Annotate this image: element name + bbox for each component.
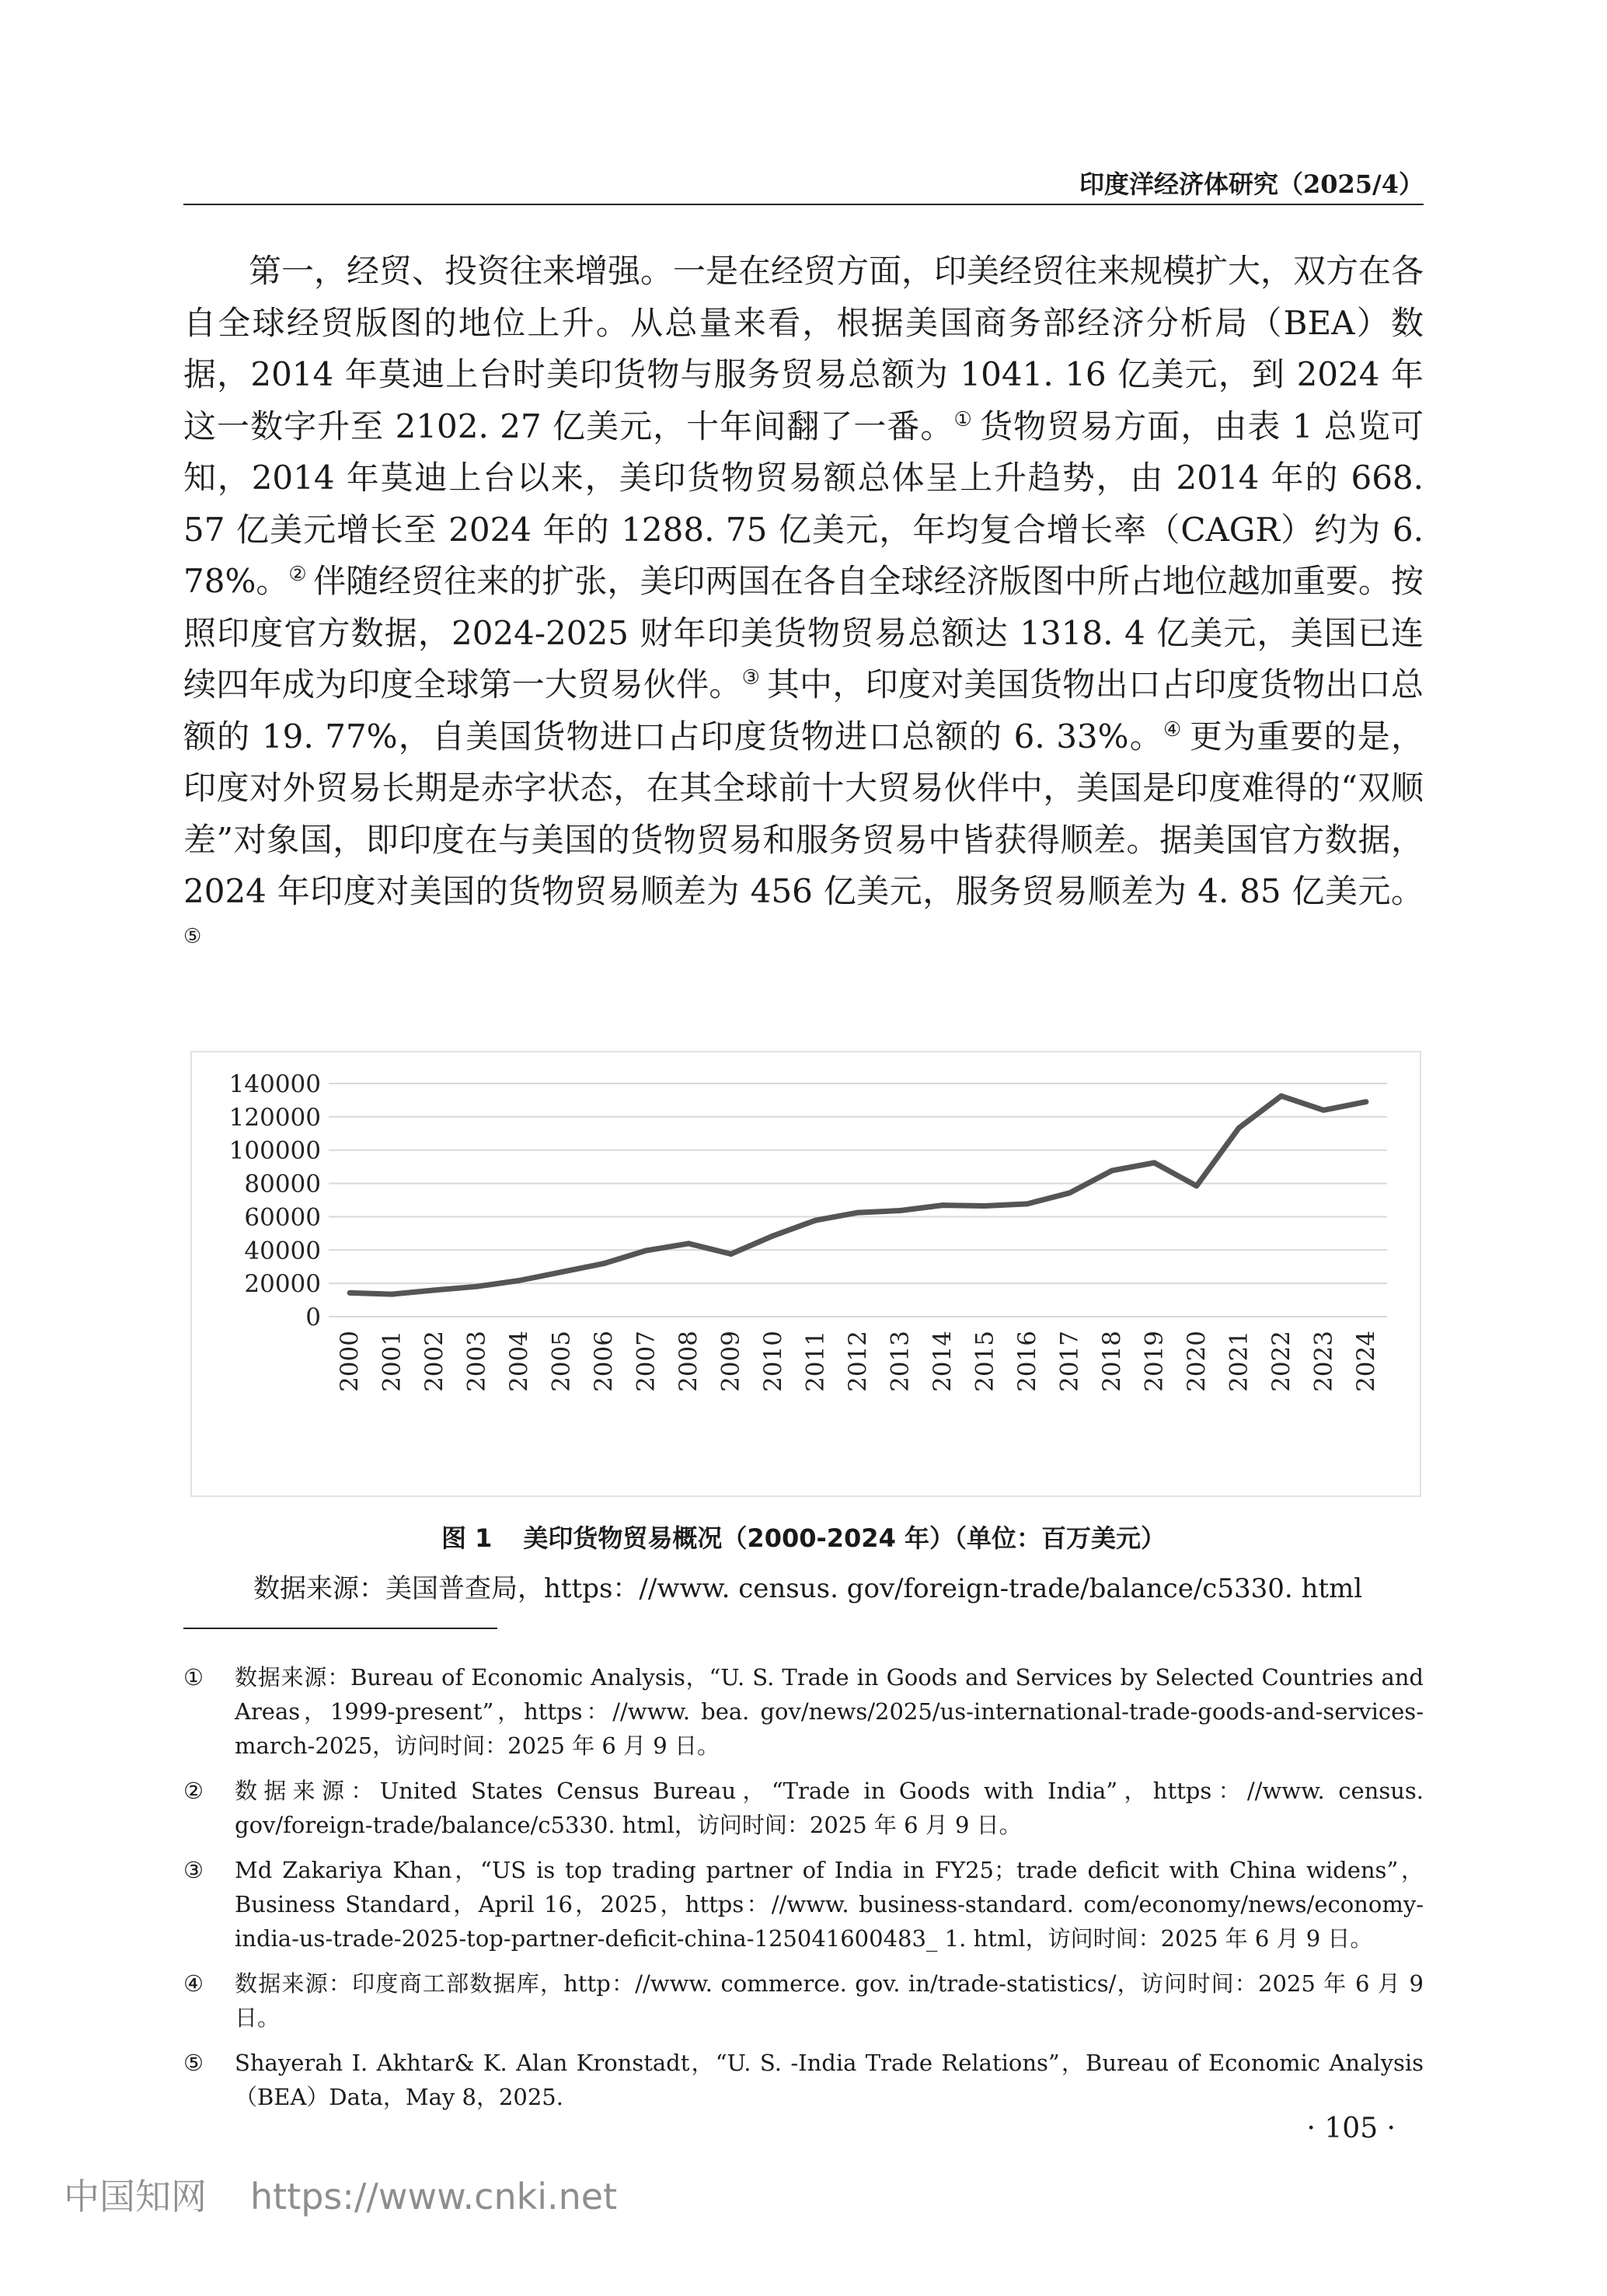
x-tick-label: 2007 xyxy=(632,1331,661,1392)
figure-title: 美印货物贸易概况（2000-2024 年）（单位：百万美元） xyxy=(523,1523,1166,1553)
data-point xyxy=(1067,1190,1072,1195)
x-tick-label: 2005 xyxy=(547,1331,576,1392)
data-point xyxy=(559,1269,564,1275)
footnote xyxy=(183,1774,1424,1842)
footnote-ref[interactable]: ③ xyxy=(741,666,767,689)
data-point xyxy=(1024,1201,1030,1206)
y-tick-label: 80000 xyxy=(244,1170,321,1199)
footnote-mark: ① xyxy=(183,1664,204,1691)
y-tick-label: 60000 xyxy=(244,1203,321,1232)
footnote xyxy=(183,1660,1424,1763)
page-number: · 105 · xyxy=(1306,2113,1396,2144)
x-tick-label: 2006 xyxy=(590,1331,619,1392)
y-tick-label: 100000 xyxy=(228,1136,321,1165)
footnote-ref[interactable]: ④ xyxy=(1163,717,1190,741)
x-tick-label: 2019 xyxy=(1140,1331,1169,1392)
x-tick-label: 2020 xyxy=(1182,1331,1211,1392)
x-tick-label: 2018 xyxy=(1097,1331,1126,1392)
body-text-part: 货物贸易方面，由表 1 总览可知，2014 年莫迪上台以来，美印货物贸易额总体呈上升趋势，由 2014 年的 668. 57 亿美元增长至 2024 年的 1288. 75 亿美元，年均复合增长率（CAGR）约为 6. 78%。 xyxy=(183,407,1424,600)
footnote-text: 数据来源：印度商工部数据库，http：//www. commerce. gov. in/trade-statistics/，访问时间：2025 年 6 月 9 日。 xyxy=(235,1970,1424,2031)
x-tick-label: 2022 xyxy=(1267,1331,1295,1392)
data-point xyxy=(432,1287,437,1293)
x-tick-label: 2013 xyxy=(886,1331,915,1392)
x-tick-label: 2004 xyxy=(505,1331,534,1392)
chart-frame xyxy=(190,1051,1421,1497)
data-point xyxy=(771,1233,776,1238)
data-point xyxy=(601,1261,607,1266)
x-tick-label: 2000 xyxy=(336,1331,364,1392)
data-point xyxy=(517,1278,522,1283)
data-point xyxy=(1278,1094,1284,1099)
watermark-brand: 中国知网 xyxy=(64,2176,207,2217)
figure-source: 数据来源：美国普查局，https：//www. census. gov/foreign-trade/balance/c5330. html xyxy=(253,1573,1363,1604)
data-point xyxy=(643,1247,649,1253)
x-tick-label: 2014 xyxy=(928,1331,957,1392)
figure-number: 图 1 xyxy=(441,1523,493,1553)
x-tick-label: 2023 xyxy=(1309,1331,1338,1392)
footnote xyxy=(183,1853,1424,1956)
footnote-mark: ③ xyxy=(183,1857,204,1883)
x-tick-label: 2011 xyxy=(801,1331,830,1392)
data-point xyxy=(898,1208,903,1213)
data-point xyxy=(939,1202,945,1208)
data-point xyxy=(1194,1183,1199,1188)
y-tick-label: 120000 xyxy=(228,1103,321,1132)
footnotes xyxy=(183,1660,1424,2125)
footnote-mark: ② xyxy=(183,1778,204,1804)
body-text-part: 第一，经贸、投资往来增强。一是在经贸方面，印美经贸往来规模扩大，双方在各自全球经贸版图的地位上升。从总量来看，根据美国商务部经济分析局（BEA）数据，2014 年莫迪上台时美印货物与服务贸易总额为 1041. 16 亿美元，到 2024 年这一数字升至 2102. 27 亿美元，十年间翻了一番。 xyxy=(183,252,1424,445)
series-line xyxy=(350,1096,1366,1294)
x-tick-label: 2021 xyxy=(1225,1331,1253,1392)
x-tick-label: 2009 xyxy=(716,1331,745,1392)
data-point xyxy=(1321,1108,1326,1113)
figure-caption xyxy=(0,1519,1607,1555)
data-point xyxy=(856,1210,861,1216)
footnote-rule xyxy=(183,1628,497,1629)
data-point xyxy=(1152,1160,1157,1166)
line-chart xyxy=(192,1052,1420,1495)
running-header: 印度洋经济体研究（2025/4） xyxy=(1079,169,1424,199)
footnote-ref[interactable]: ① xyxy=(953,407,981,431)
x-tick-label: 2010 xyxy=(759,1331,788,1392)
footnote xyxy=(183,1966,1424,2035)
y-tick-label: 20000 xyxy=(244,1270,321,1299)
x-tick-label: 2015 xyxy=(971,1331,999,1392)
data-point xyxy=(813,1218,818,1223)
x-tick-label: 2002 xyxy=(420,1331,449,1392)
footnote-mark: ④ xyxy=(183,1970,204,1997)
footnote-ref[interactable]: ② xyxy=(288,563,314,586)
x-tick-label: 2024 xyxy=(1351,1331,1380,1392)
x-tick-label: 2008 xyxy=(675,1331,703,1392)
data-point xyxy=(474,1284,479,1289)
data-point xyxy=(728,1251,734,1257)
data-point xyxy=(1363,1099,1368,1104)
footnote-text: Shayerah I. Akhtar& K. Alan Kronstadt，“U. S. -India Trade Relations”，Bureau of Economic Analysis（BEA）Data，May 8，2025. xyxy=(235,2050,1424,2110)
body-paragraph xyxy=(183,246,1424,969)
footnote-ref[interactable]: ⑤ xyxy=(183,924,202,948)
data-point xyxy=(686,1240,692,1246)
data-point xyxy=(982,1203,988,1209)
footnote-text: Md Zakariya Khan，“US is top trading partner of India in FY25；trade deficit with China widens”，Business Standard，April 16，2025，https：//www. business-standard. com/economy/news/economy-india-us-trade-2025-top-partner-deficit-china-125041600483_ 1. html，访问时间：2025 年 6 月 9 日。 xyxy=(235,1857,1424,1952)
data-point xyxy=(347,1290,353,1296)
footnote xyxy=(183,2046,1424,2114)
watermark xyxy=(64,2169,617,2220)
x-tick-label: 2017 xyxy=(1055,1331,1084,1392)
footnote-mark: ⑤ xyxy=(183,2050,204,2076)
x-tick-label: 2001 xyxy=(378,1331,406,1392)
data-point xyxy=(1236,1125,1242,1131)
x-tick-label: 2012 xyxy=(844,1331,872,1392)
header-rule xyxy=(183,204,1424,205)
footnote-text: 数据来源：United States Census Bureau，“Trade in Goods with India”，https：//www. census. gov/foreign-trade/balance/c5330. html，访问时间：2025 年 6 月 9 日。 xyxy=(235,1778,1424,1838)
data-point xyxy=(1109,1168,1114,1174)
body-text xyxy=(183,246,1424,969)
y-tick-label: 40000 xyxy=(244,1237,321,1265)
data-point xyxy=(389,1292,395,1297)
y-tick-label: 0 xyxy=(305,1303,321,1331)
x-tick-label: 2016 xyxy=(1013,1331,1041,1392)
body-text-part: 其中，印度对美国货物出口占印度货物出口总额的 19. 77%，自美国货物进口占印度货物进口总额的 6. 33%。 xyxy=(183,665,1424,755)
body-text-part: 伴随经贸往来的扩张，美印两国在各自全球经济版图中所占地位越加重要。按照印度官方数据，2024-2025 财年印美货物贸易总额达 1318. 4 亿美元，美国已连续四年成为印度全球第一大贸易伙伴。 xyxy=(183,562,1424,703)
watermark-url[interactable]: https://www.cnki.net xyxy=(250,2176,618,2217)
body-text-part: 更为重要的是，印度对外贸易长期是赤字状态，在其全球前十大贸易伙伴中，美国是印度难得的“双顺差”对象国，即印度在与美国的货物贸易和服务贸易中皆获得顺差。据美国官方数据，2024 年印度对美国的货物贸易顺差为 456 亿美元，服务贸易顺差为 4. 85 亿美元。 xyxy=(183,717,1424,910)
footnote-text: 数据来源：Bureau of Economic Analysis，“U. S. Trade in Goods and Services by Selected Countries and Areas，1999-present”，https：//www. bea. gov/news/2025/us-international-trade-goods-and-services-march-2025，访问时间：2025 年 6 月 9 日。 xyxy=(235,1664,1424,1759)
y-tick-label: 140000 xyxy=(228,1070,321,1098)
x-tick-label: 2003 xyxy=(462,1331,491,1392)
